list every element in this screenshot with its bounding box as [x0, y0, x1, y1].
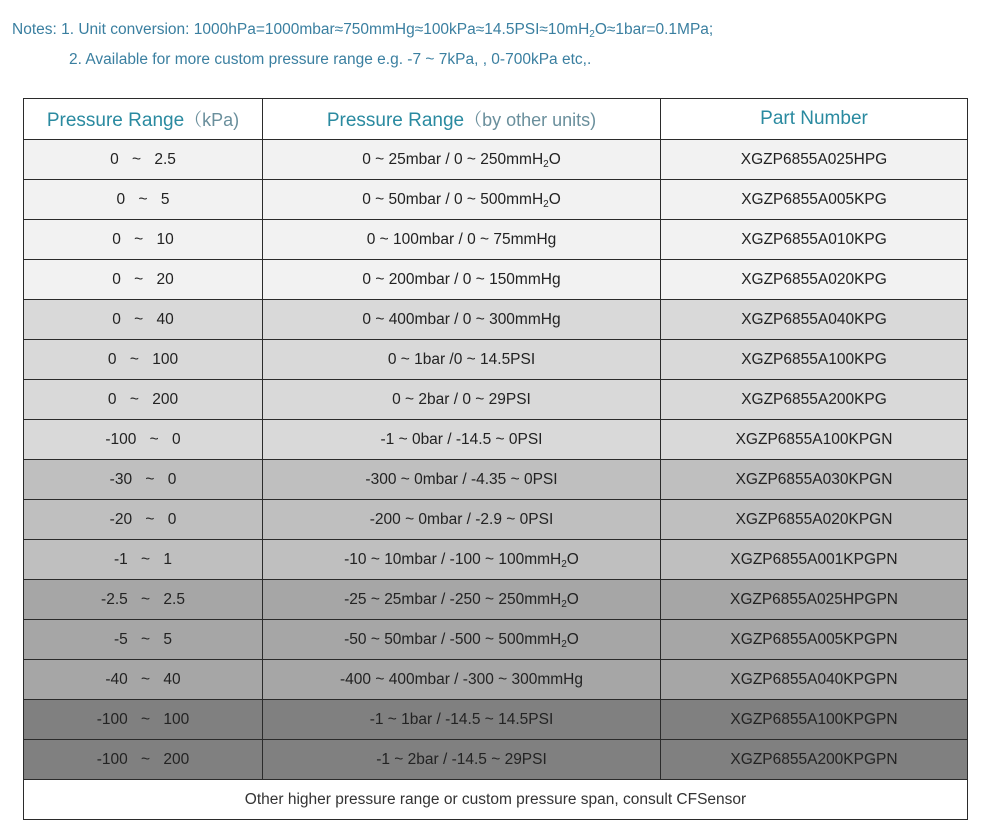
- table-footer-row: [24, 780, 968, 820]
- note-line-1: Notes: 1. Unit conversion: $1000hPa=1000mbar\approx 750mmHg\approx 100kPa\approx 14.5PSI\approx 10mH_2O\approx 1bar=0.1MPa$;: [12, 21, 714, 40]
- part-number-cell: XGZP6855A020KPG: [661, 260, 968, 300]
- note-line-2: 2. Available for more custom pressure range e.g. -7 ~ 7kPa, , 0-700kPa etc,.: [69, 51, 592, 68]
- range-kpa-cell: -5 ~ 5: [24, 620, 263, 660]
- table-row: [24, 340, 968, 380]
- range-kpa-cell: 0 ~ 20: [24, 260, 263, 300]
- header-pressure-range-other-units: Pressure Range（by other units): [263, 99, 661, 140]
- pressure-range-table: [23, 98, 968, 820]
- range-other-units-cell: -10 ~ 10mbar / -100 ~ 100mmH$_2$O: [263, 540, 661, 580]
- range-kpa-cell: -30 ~ 0: [24, 460, 263, 500]
- range-kpa-cell: 0 ~ 10: [24, 220, 263, 260]
- range-kpa-cell: 0 ~ 5: [24, 180, 263, 220]
- range-kpa-cell: 0 ~ 2.5: [24, 140, 263, 180]
- part-number-cell: XGZP6855A200KPG: [661, 380, 968, 420]
- range-other-units-cell: 0 ~ 200mbar / 0 ~ 150mmHg: [263, 260, 661, 300]
- part-number-cell: XGZP6855A100KPGPN: [661, 700, 968, 740]
- footer-note: Other higher pressure range or custom pressure span, consult CFSensor: [24, 780, 968, 820]
- part-number-cell: XGZP6855A025HPGPN: [661, 580, 968, 620]
- part-number-cell: XGZP6855A025HPG: [661, 140, 968, 180]
- range-kpa-cell: 0 ~ 40: [24, 300, 263, 340]
- range-kpa-cell: -1 ~ 1: [24, 540, 263, 580]
- table-row: [24, 220, 968, 260]
- range-other-units-cell: 0 ~ 50mbar / 0 ~ 500mmH$_2$O: [263, 180, 661, 220]
- part-number-cell: XGZP6855A010KPG: [661, 220, 968, 260]
- range-kpa-cell: -20 ~ 0: [24, 500, 263, 540]
- table-header-row: [24, 99, 968, 140]
- range-other-units-cell: 0 ~ 2bar / 0 ~ 29PSI: [263, 380, 661, 420]
- range-kpa-cell: -100 ~ 100: [24, 700, 263, 740]
- table-row: [24, 620, 968, 660]
- part-number-cell: XGZP6855A040KPGPN: [661, 660, 968, 700]
- part-number-cell: XGZP6855A040KPG: [661, 300, 968, 340]
- header-pressure-range-kpa: Pressure Range（kPa): [24, 99, 263, 140]
- table-row: [24, 500, 968, 540]
- range-other-units-cell: -1 ~ 0bar / -14.5 ~ 0PSI: [263, 420, 661, 460]
- table-row: [24, 420, 968, 460]
- part-number-cell: XGZP6855A020KPGN: [661, 500, 968, 540]
- range-other-units-cell: -50 ~ 50mbar / -500 ~ 500mmH$_2$O: [263, 620, 661, 660]
- part-number-cell: XGZP6855A005KPGPN: [661, 620, 968, 660]
- part-number-cell: XGZP6855A001KPGPN: [661, 540, 968, 580]
- table-row: [24, 580, 968, 620]
- table-row: [24, 700, 968, 740]
- table-row: [24, 540, 968, 580]
- table-row: [24, 180, 968, 220]
- table-row: [24, 140, 968, 180]
- range-other-units-cell: 0 ~ 100mbar / 0 ~ 75mmHg: [263, 220, 661, 260]
- range-other-units-cell: -200 ~ 0mbar / -2.9 ~ 0PSI: [263, 500, 661, 540]
- range-kpa-cell: 0 ~ 200: [24, 380, 263, 420]
- range-kpa-cell: -100 ~ 200: [24, 740, 263, 780]
- range-other-units-cell: -1 ~ 2bar / -14.5 ~ 29PSI: [263, 740, 661, 780]
- range-other-units-cell: 0 ~ 400mbar / 0 ~ 300mmHg: [263, 300, 661, 340]
- table-row: [24, 300, 968, 340]
- table-row: [24, 260, 968, 300]
- header-part-number: Part Number: [661, 99, 968, 140]
- range-other-units-cell: 0 ~ 25mbar / 0 ~ 250mmH$_2$O: [263, 140, 661, 180]
- part-number-cell: XGZP6855A030KPGN: [661, 460, 968, 500]
- notes: [12, 18, 713, 72]
- range-kpa-cell: -40 ~ 40: [24, 660, 263, 700]
- part-number-cell: XGZP6855A100KPGN: [661, 420, 968, 460]
- range-other-units-cell: -1 ~ 1bar / -14.5 ~ 14.5PSI: [263, 700, 661, 740]
- table-row: [24, 380, 968, 420]
- range-other-units-cell: -25 ~ 25mbar / -250 ~ 250mmH$_2$O: [263, 580, 661, 620]
- range-kpa-cell: 0 ~ 100: [24, 340, 263, 380]
- table-row: [24, 460, 968, 500]
- table-row: [24, 660, 968, 700]
- range-kpa-cell: -100 ~ 0: [24, 420, 263, 460]
- range-other-units-cell: 0 ~ 1bar /0 ~ 14.5PSI: [263, 340, 661, 380]
- range-other-units-cell: -300 ~ 0mbar / -4.35 ~ 0PSI: [263, 460, 661, 500]
- table-row: [24, 740, 968, 780]
- part-number-cell: XGZP6855A100KPG: [661, 340, 968, 380]
- part-number-cell: XGZP6855A200KPGPN: [661, 740, 968, 780]
- part-number-cell: XGZP6855A005KPG: [661, 180, 968, 220]
- range-kpa-cell: -2.5 ~ 2.5: [24, 580, 263, 620]
- range-other-units-cell: -400 ~ 400mbar / -300 ~ 300mmHg: [263, 660, 661, 700]
